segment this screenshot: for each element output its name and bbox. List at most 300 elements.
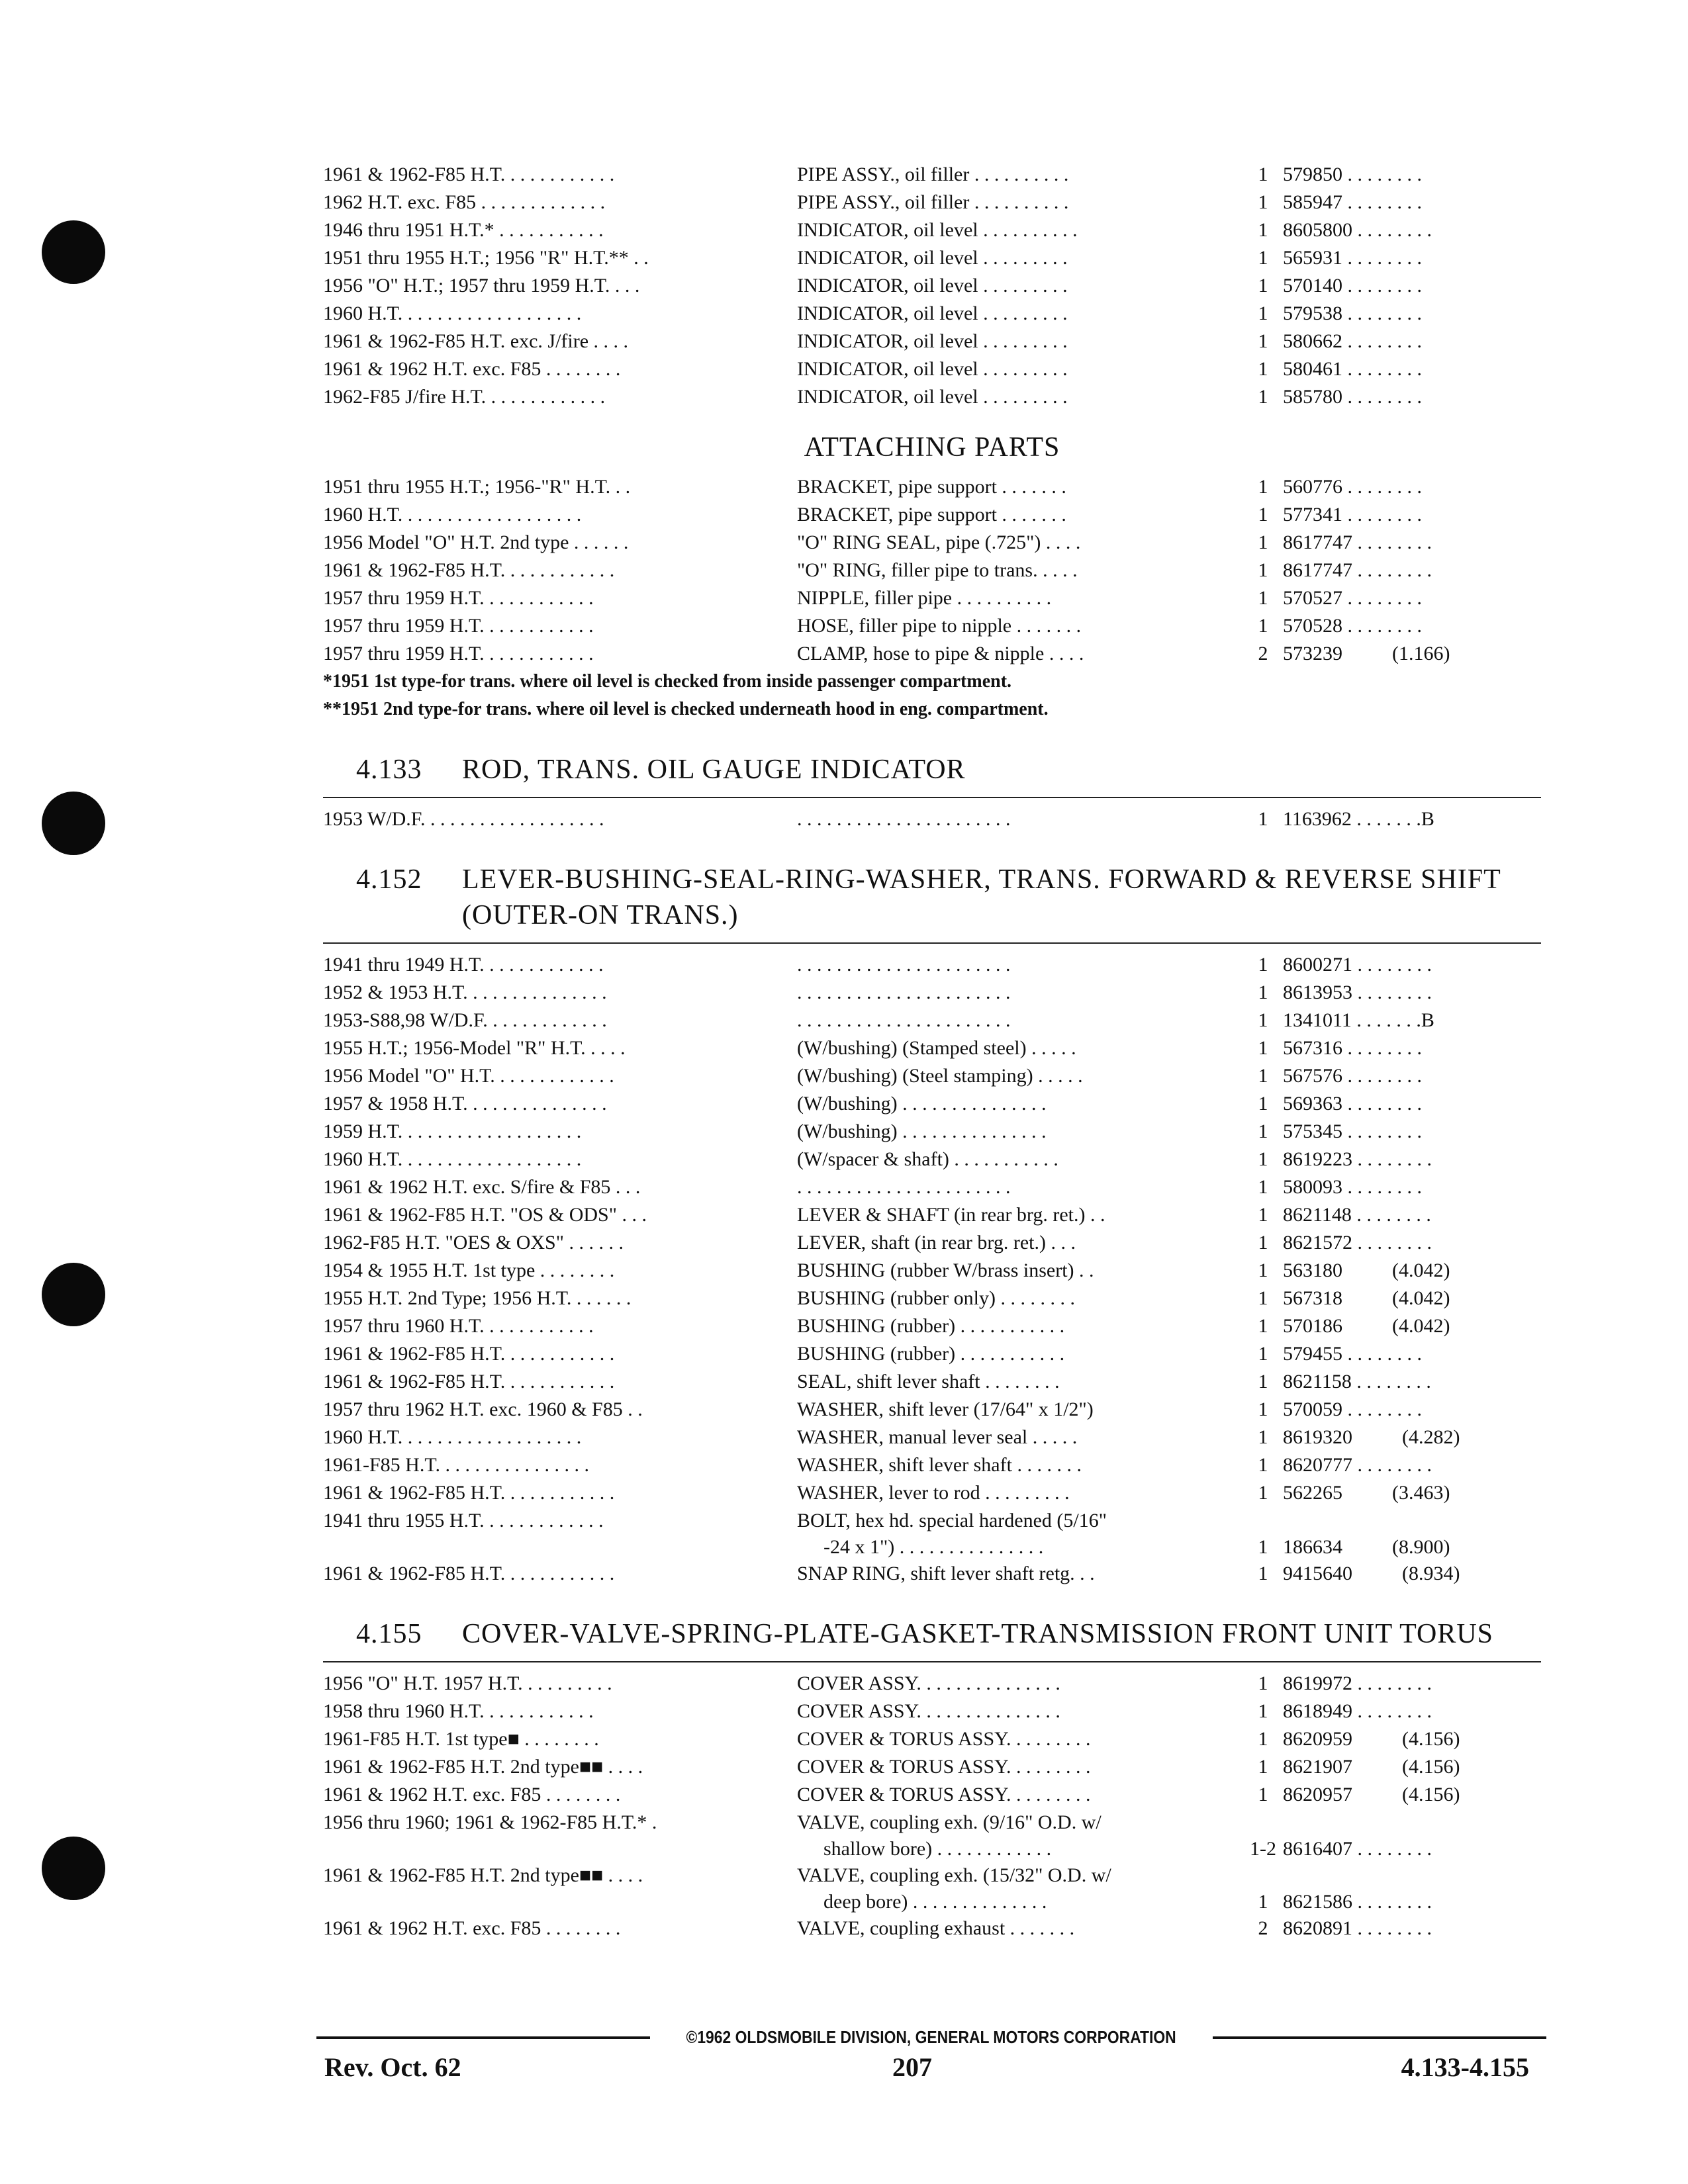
- part-number-cell: 8620957 (4.156): [1283, 1784, 1460, 1805]
- oil-filler-indicator-rows: [323, 161, 1541, 412]
- part-number-cell: 580662 . . . . . . . .: [1283, 330, 1422, 352]
- table-row: [323, 1508, 1541, 1561]
- description-line: SNAP RING, shift lever shaft retg. . .: [797, 1563, 1095, 1584]
- description-cell: [786, 273, 1243, 299]
- quantity-cell: 1: [1258, 1232, 1268, 1253]
- model-cell: 1958 thru 1960 H.T. . . . . . . . . . . .: [323, 1700, 594, 1722]
- description-line: INDICATOR, oil level . . . . . . . . .: [797, 386, 1068, 408]
- part-number-cell: 1163962 . . . . . . .B: [1283, 808, 1434, 830]
- description-cell: [786, 1782, 1243, 1808]
- section-title: COVER-VALVE-SPRING-PLATE-GASKET-TRANSMISSION FRONT UNIT TORUS: [462, 1619, 1494, 1649]
- model-cell: 1961 & 1962-F85 H.T. exc. J/fire . . . .: [323, 330, 629, 352]
- section-number: 4.155: [356, 1619, 422, 1649]
- part-number-cell: 8617747 . . . . . . . .: [1283, 559, 1432, 581]
- description-line: BRACKET, pipe support . . . . . . .: [797, 504, 1066, 525]
- description-cell: [786, 585, 1243, 612]
- description-cell: [786, 613, 1243, 639]
- description-line: INDICATOR, oil level . . . . . . . . .: [797, 247, 1068, 269]
- description-cell: [786, 1809, 1243, 1862]
- description-cell: [786, 806, 1243, 833]
- part-number-cell: 570527 . . . . . . . .: [1283, 587, 1422, 609]
- model-cell: 1961 & 1962-F85 H.T. . . . . . . . . . . .: [323, 1482, 615, 1504]
- quantity-cell: 1: [1258, 191, 1268, 213]
- model-cell: 1957 & 1958 H.T. . . . . . . . . . . . . . .: [323, 1093, 607, 1115]
- section-4-133-heading: [356, 752, 1541, 788]
- part-number-cell: 567316 . . . . . . . .: [1283, 1037, 1422, 1059]
- page-number: 207: [892, 2052, 932, 2082]
- rule-left: [316, 2036, 650, 2039]
- description-line: BUSHING (rubber) . . . . . . . . . . .: [797, 1315, 1065, 1337]
- section-number: 4.152: [356, 864, 422, 895]
- part-number-cell: 567576 . . . . . . . .: [1283, 1065, 1422, 1087]
- description-cell: [786, 1091, 1243, 1117]
- model-cell: 1957 thru 1959 H.T. . . . . . . . . . . .: [323, 615, 594, 637]
- description-cell: [786, 245, 1243, 271]
- quantity-cell: 1: [1258, 247, 1268, 269]
- description-cell: [786, 1063, 1243, 1089]
- table-row: [323, 1202, 1541, 1230]
- part-number-cell: 9415640 (8.934): [1283, 1563, 1460, 1584]
- description-line: BUSHING (rubber) . . . . . . . . . . .: [797, 1343, 1065, 1365]
- quantity-cell: 2: [1258, 643, 1268, 664]
- part-number-cell: 570059 . . . . . . . .: [1283, 1398, 1422, 1420]
- model-cell: 1952 & 1953 H.T. . . . . . . . . . . . . . .: [323, 981, 607, 1003]
- section-range: 4.133-4.155: [1401, 2052, 1529, 2082]
- table-row: [323, 585, 1541, 613]
- part-number-cell: 8621158 . . . . . . . .: [1283, 1371, 1431, 1392]
- description-cell: [786, 356, 1243, 383]
- description-cell: [786, 1396, 1243, 1423]
- quantity-cell: 1: [1258, 1891, 1268, 1913]
- section-4-133-rows: [323, 806, 1541, 834]
- quantity-cell: 1: [1258, 1120, 1268, 1142]
- quantity-cell: 1: [1258, 1009, 1268, 1031]
- model-cell: 1961 & 1962-F85 H.T. 2nd type■■ . . . .: [323, 1756, 643, 1778]
- model-cell: 1961 & 1962 H.T. exc. F85 . . . . . . . .: [323, 1917, 621, 1939]
- description-line: VALVE, coupling exhaust . . . . . . .: [797, 1917, 1075, 1939]
- model-cell: 1941 thru 1955 H.T. . . . . . . . . . . . .: [323, 1510, 604, 1531]
- quantity-cell: 1: [1258, 1398, 1268, 1420]
- copyright-notice: ©1962 OLDSMOBILE DIVISION, GENERAL MOTORS CORPORATION: [686, 2027, 1177, 2047]
- part-number-cell: 577341 . . . . . . . .: [1283, 504, 1422, 525]
- model-cell: 1955 H.T. 2nd Type; 1956 H.T. . . . . . .: [323, 1287, 632, 1309]
- description-cell: [786, 502, 1243, 528]
- part-number-cell: 8613953 . . . . . . . .: [1283, 981, 1432, 1003]
- description-line: INDICATOR, oil level . . . . . . . . .: [797, 330, 1068, 352]
- part-number-cell: 8621572 . . . . . . . .: [1283, 1232, 1432, 1253]
- model-cell: 1953 W/D.F. . . . . . . . . . . . . . . . . . .: [323, 808, 604, 830]
- section-rule: [323, 942, 1541, 944]
- table-row: [323, 529, 1541, 557]
- model-cell: 1961 & 1962 H.T. exc. F85 . . . . . . . .: [323, 1784, 621, 1805]
- table-row: [323, 979, 1541, 1007]
- description-line: INDICATOR, oil level . . . . . . . . .: [797, 302, 1068, 324]
- quantity-cell: 1: [1258, 1176, 1268, 1198]
- parts-list: [323, 161, 1541, 1943]
- table-row: [323, 1174, 1541, 1202]
- description-cell: [786, 1424, 1243, 1451]
- description-cell: [786, 1452, 1243, 1479]
- quantity-cell: 1: [1258, 981, 1268, 1003]
- part-number-cell: 8620891 . . . . . . . .: [1283, 1917, 1432, 1939]
- model-cell: 1961 & 1962 H.T. exc. S/fire & F85 . . .: [323, 1176, 641, 1198]
- part-number-cell: 8619320 (4.282): [1283, 1426, 1460, 1448]
- description-cell: [786, 1862, 1243, 1915]
- attaching-parts-rows: [323, 474, 1541, 668]
- description-line: PIPE ASSY., oil filler . . . . . . . . . .: [797, 163, 1069, 185]
- section-4-155-rows: [323, 1670, 1541, 1943]
- model-cell: 1957 thru 1960 H.T. . . . . . . . . . . .: [323, 1315, 594, 1337]
- quantity-cell: 1: [1258, 476, 1268, 498]
- table-row: [323, 1396, 1541, 1424]
- quantity-cell: 1: [1258, 358, 1268, 380]
- description-line: COVER & TORUS ASSY. . . . . . . . .: [797, 1728, 1091, 1750]
- description-cell: [786, 1118, 1243, 1145]
- model-cell: 1962 H.T. exc. F85 . . . . . . . . . . . . .: [323, 191, 606, 213]
- description-cell: [786, 1313, 1243, 1340]
- part-number-cell: 8618949 . . . . . . . .: [1283, 1700, 1432, 1722]
- part-number-cell: 8616407 . . . . . . . .: [1283, 1838, 1432, 1860]
- quantity-cell: 1: [1258, 587, 1268, 609]
- model-cell: 1961 & 1962-F85 H.T. . . . . . . . . . . .: [323, 1563, 615, 1584]
- description-cell: [786, 1480, 1243, 1506]
- table-row: [323, 273, 1541, 300]
- table-row: [323, 1782, 1541, 1809]
- model-cell: 1962-F85 H.T. "OES & OXS" . . . . . .: [323, 1232, 624, 1253]
- description-line: . . . . . . . . . . . . . . . . . . . . . .: [797, 981, 1011, 1003]
- part-number-cell: 569363 . . . . . . . .: [1283, 1093, 1422, 1115]
- model-cell: 1961 & 1962 H.T. exc. F85 . . . . . . . .: [323, 358, 621, 380]
- description-cell: [786, 1146, 1243, 1173]
- table-row: [323, 1726, 1541, 1754]
- description-line: "O" RING SEAL, pipe (.725") . . . .: [797, 531, 1081, 553]
- quantity-cell: 1: [1258, 559, 1268, 581]
- table-row: [323, 217, 1541, 245]
- table-row: [323, 1862, 1541, 1915]
- table-row: [323, 1670, 1541, 1698]
- section-4-155-heading: [356, 1616, 1541, 1652]
- section-title: ROD, TRANS. OIL GAUGE INDICATOR: [462, 754, 966, 785]
- model-cell: 1953-S88,98 W/D.F. . . . . . . . . . . . .: [323, 1009, 607, 1031]
- part-number-cell: 565931 . . . . . . . .: [1283, 247, 1422, 269]
- part-number-cell: 563180 (4.042): [1283, 1259, 1450, 1281]
- quantity-cell: 1: [1258, 1784, 1268, 1805]
- table-row: [323, 328, 1541, 356]
- table-row: [323, 1285, 1541, 1313]
- part-number-cell: 562265 (3.463): [1283, 1482, 1450, 1504]
- model-cell: 1959 H.T. . . . . . . . . . . . . . . . . . .: [323, 1120, 582, 1142]
- part-number-cell: 575345 . . . . . . . .: [1283, 1120, 1422, 1142]
- description-line: HOSE, filler pipe to nipple . . . . . . .: [797, 615, 1082, 637]
- part-number-cell: 580461 . . . . . . . .: [1283, 358, 1422, 380]
- part-number-cell: 8621148 . . . . . . . .: [1283, 1204, 1431, 1226]
- table-row: [323, 1313, 1541, 1341]
- table-row: [323, 1230, 1541, 1257]
- description-line: PIPE ASSY., oil filler . . . . . . . . . .: [797, 191, 1069, 213]
- quantity-cell: 1: [1258, 1148, 1268, 1170]
- model-cell: 1961 & 1962-F85 H.T. 2nd type■■ . . . .: [323, 1864, 643, 1886]
- section-title: LEVER-BUSHING-SEAL-RING-WASHER, TRANS. FORWARD & REVERSE SHIFT (OUTER-ON TRANS.): [462, 864, 1501, 931]
- description-cell: [786, 529, 1243, 556]
- part-number-cell: 567318 (4.042): [1283, 1287, 1450, 1309]
- description-line: LEVER & SHAFT (in rear brg. ret.) . .: [797, 1204, 1105, 1226]
- quantity-cell: 1: [1258, 954, 1268, 976]
- description-line: CLAMP, hose to pipe & nipple . . . .: [797, 643, 1084, 664]
- section-4-152-heading: [356, 862, 1541, 933]
- description-cell: [786, 1561, 1243, 1587]
- description-cell: [786, 1341, 1243, 1367]
- description-cell: [786, 1257, 1243, 1284]
- description-cell: [786, 1230, 1243, 1256]
- description-continuation: shallow bore) . . . . . . . . . . . .: [823, 1838, 1052, 1860]
- part-number-cell: 8621586 . . . . . . . .: [1283, 1891, 1432, 1913]
- quantity-cell: 1: [1258, 1482, 1268, 1504]
- quantity-cell: 1: [1258, 1728, 1268, 1750]
- quantity-cell: 1: [1258, 1700, 1268, 1722]
- section-rule: [323, 1661, 1541, 1662]
- part-number-cell: 585947 . . . . . . . .: [1283, 191, 1422, 213]
- table-row: [323, 1915, 1541, 1943]
- description-line: (W/bushing) . . . . . . . . . . . . . . .: [797, 1120, 1047, 1142]
- part-number-cell: 570186 (4.042): [1283, 1315, 1450, 1337]
- description-line: COVER & TORUS ASSY. . . . . . . . .: [797, 1756, 1091, 1778]
- description-line: NIPPLE, filler pipe . . . . . . . . . .: [797, 587, 1052, 609]
- part-number-cell: 580093 . . . . . . . .: [1283, 1176, 1422, 1198]
- model-cell: 1955 H.T.; 1956-Model "R" H.T. . . . .: [323, 1037, 626, 1059]
- description-cell: [786, 474, 1243, 500]
- part-number-cell: 579455 . . . . . . . .: [1283, 1343, 1422, 1365]
- description-cell: [786, 1726, 1243, 1752]
- quantity-cell: 1: [1258, 1756, 1268, 1778]
- description-line: (W/bushing) (Steel stamping) . . . . .: [797, 1065, 1083, 1087]
- quantity-cell: 1: [1258, 1204, 1268, 1226]
- quantity-cell: 1: [1258, 386, 1268, 408]
- part-number-cell: 8600271 . . . . . . . .: [1283, 954, 1432, 976]
- table-row: [323, 474, 1541, 502]
- quantity-cell: 1: [1258, 1287, 1268, 1309]
- part-number-cell: 8620959 (4.156): [1283, 1728, 1460, 1750]
- model-cell: 1957 thru 1959 H.T. . . . . . . . . . . .: [323, 643, 594, 664]
- description-line: COVER ASSY. . . . . . . . . . . . . . .: [797, 1700, 1060, 1722]
- model-cell: 1960 H.T. . . . . . . . . . . . . . . . . . .: [323, 1426, 582, 1448]
- description-continuation: deep bore) . . . . . . . . . . . . . .: [823, 1891, 1047, 1913]
- description-cell: [786, 1754, 1243, 1780]
- binder-hole: [42, 792, 105, 855]
- part-number-cell: 8621907 (4.156): [1283, 1756, 1460, 1778]
- description-cell: [786, 300, 1243, 327]
- table-row: [323, 613, 1541, 641]
- model-cell: 1951 thru 1955 H.T.; 1956-"R" H.T. . .: [323, 476, 631, 498]
- description-cell: [786, 979, 1243, 1006]
- table-row: [323, 1369, 1541, 1396]
- table-row: [323, 1257, 1541, 1285]
- description-line: LEVER, shaft (in rear brg. ret.) . . .: [797, 1232, 1076, 1253]
- table-row: [323, 189, 1541, 217]
- description-cell: [786, 952, 1243, 978]
- table-row: [323, 1809, 1541, 1862]
- description-line: COVER ASSY. . . . . . . . . . . . . . .: [797, 1672, 1060, 1694]
- table-row: [323, 1480, 1541, 1508]
- quantity-cell: 1: [1258, 531, 1268, 553]
- table-row: [323, 1035, 1541, 1063]
- footnote-1st-type: *1951 1st type-for trans. where oil level is checked from inside passenger compartment.: [323, 671, 1012, 692]
- quantity-cell: 1: [1258, 1065, 1268, 1087]
- part-number-cell: 570528 . . . . . . . .: [1283, 615, 1422, 637]
- description-line: "O" RING, filler pipe to trans. . . . .: [797, 559, 1078, 581]
- quantity-cell: 1: [1258, 219, 1268, 241]
- section-rule: [323, 797, 1541, 798]
- quantity-cell: 1: [1258, 1093, 1268, 1115]
- part-number-cell: 1341011 . . . . . . .B: [1283, 1009, 1434, 1031]
- footnote-2nd-type: **1951 2nd type-for trans. where oil level is checked underneath hood in eng. compartment.: [323, 699, 1049, 719]
- attaching-parts-heading: ATTACHING PARTS: [804, 432, 1060, 463]
- model-cell: 1961 & 1962-F85 H.T. "OS & ODS" . . .: [323, 1204, 647, 1226]
- description-cell: [786, 384, 1243, 410]
- table-row: [323, 384, 1541, 412]
- binder-hole: [42, 1263, 105, 1326]
- model-cell: 1954 & 1955 H.T. 1st type . . . . . . . .: [323, 1259, 615, 1281]
- model-cell: 1957 thru 1959 H.T. . . . . . . . . . . .: [323, 587, 594, 609]
- binder-hole: [42, 1837, 105, 1900]
- quantity-cell: 1: [1258, 615, 1268, 637]
- part-number-cell: 570140 . . . . . . . .: [1283, 275, 1422, 296]
- description-line: BOLT, hex hd. special hardened (5/16": [797, 1510, 1107, 1531]
- revision-date: Rev. Oct. 62: [324, 2052, 461, 2082]
- quantity-cell: 1: [1258, 302, 1268, 324]
- model-cell: 1961 & 1962-F85 H.T. . . . . . . . . . . .: [323, 1371, 615, 1392]
- description-line: (W/spacer & shaft) . . . . . . . . . . .: [797, 1148, 1058, 1170]
- description-cell: [786, 1670, 1243, 1697]
- description-cell: [786, 161, 1243, 188]
- part-number-cell: 8620777 . . . . . . . .: [1283, 1454, 1432, 1476]
- table-row: [323, 1118, 1541, 1146]
- description-line: . . . . . . . . . . . . . . . . . . . . . .: [797, 808, 1011, 830]
- description-cell: [786, 1698, 1243, 1725]
- section-4-152-rows: [323, 952, 1541, 1588]
- part-number-cell: 560776 . . . . . . . .: [1283, 476, 1422, 498]
- description-line: BUSHING (rubber only) . . . . . . . .: [797, 1287, 1075, 1309]
- table-row: [323, 1424, 1541, 1452]
- description-cell: [786, 1285, 1243, 1312]
- table-row: [323, 952, 1541, 979]
- table-row: [323, 1091, 1541, 1118]
- table-row: [323, 245, 1541, 273]
- part-number-cell: 573239 (1.166): [1283, 643, 1450, 664]
- model-cell: 1956 Model "O" H.T. . . . . . . . . . . . .: [323, 1065, 614, 1087]
- description-cell: [786, 1007, 1243, 1034]
- quantity-cell: 1: [1258, 1454, 1268, 1476]
- description-line: INDICATOR, oil level . . . . . . . . . .: [797, 219, 1078, 241]
- description-cell: [786, 1369, 1243, 1395]
- model-cell: 1956 thru 1960; 1961 & 1962-F85 H.T.* .: [323, 1811, 657, 1833]
- description-line: WASHER, lever to rod . . . . . . . . .: [797, 1482, 1070, 1504]
- table-row: [323, 1698, 1541, 1726]
- table-row: [323, 1063, 1541, 1091]
- description-cell: [786, 328, 1243, 355]
- quantity-cell: 1: [1258, 163, 1268, 185]
- part-number-cell: 186634 (8.900): [1283, 1536, 1450, 1558]
- quantity-cell: 1: [1258, 1536, 1268, 1558]
- section-number: 4.133: [356, 754, 422, 785]
- model-cell: 1946 thru 1951 H.T.* . . . . . . . . . . .: [323, 219, 604, 241]
- description-line: INDICATOR, oil level . . . . . . . . .: [797, 358, 1068, 380]
- description-line: WASHER, manual lever seal . . . . .: [797, 1426, 1078, 1448]
- model-cell: 1961 & 1962-F85 H.T. . . . . . . . . . . .: [323, 559, 615, 581]
- part-number-cell: 8619223 . . . . . . . .: [1283, 1148, 1432, 1170]
- description-line: VALVE, coupling exh. (9/16" O.D. w/: [797, 1811, 1102, 1833]
- copyright-rule: [316, 2027, 1546, 2048]
- model-cell: 1960 H.T. . . . . . . . . . . . . . . . . . .: [323, 302, 582, 324]
- table-row: [323, 1754, 1541, 1782]
- description-line: (W/bushing) (Stamped steel) . . . . .: [797, 1037, 1076, 1059]
- description-line: . . . . . . . . . . . . . . . . . . . . . .: [797, 1009, 1011, 1031]
- model-cell: 1941 thru 1949 H.T. . . . . . . . . . . . .: [323, 954, 604, 976]
- quantity-cell: 1: [1258, 504, 1268, 525]
- table-row: [323, 161, 1541, 189]
- quantity-cell: 1: [1258, 1563, 1268, 1584]
- quantity-cell: 1: [1258, 1426, 1268, 1448]
- description-cell: [786, 641, 1243, 667]
- rule-right: [1213, 2036, 1546, 2039]
- description-line: WASHER, shift lever shaft . . . . . . .: [797, 1454, 1082, 1476]
- table-row: [323, 1452, 1541, 1480]
- description-line: (W/bushing) . . . . . . . . . . . . . . .: [797, 1093, 1047, 1115]
- quantity-cell: 1: [1258, 1315, 1268, 1337]
- part-number-cell: 585780 . . . . . . . .: [1283, 386, 1422, 408]
- model-cell: 1956 Model "O" H.T. 2nd type . . . . . .: [323, 531, 629, 553]
- description-line: VALVE, coupling exh. (15/32" O.D. w/: [797, 1864, 1111, 1886]
- description-line: BRACKET, pipe support . . . . . . .: [797, 476, 1066, 498]
- table-row: [323, 557, 1541, 585]
- model-cell: 1956 "O" H.T. 1957 H.T. . . . . . . . . .: [323, 1672, 612, 1694]
- part-number-cell: 8619972 . . . . . . . .: [1283, 1672, 1432, 1694]
- table-row: [323, 641, 1541, 668]
- part-number-cell: 579538 . . . . . . . .: [1283, 302, 1422, 324]
- table-row: [323, 1561, 1541, 1588]
- binder-hole: [42, 220, 105, 284]
- quantity-cell: 1: [1258, 1672, 1268, 1694]
- model-cell: 1961 & 1962-F85 H.T. . . . . . . . . . . .: [323, 1343, 615, 1365]
- table-row: [323, 300, 1541, 328]
- model-cell: 1951 thru 1955 H.T.; 1956 "R" H.T.** . .: [323, 247, 649, 269]
- model-cell: 1956 "O" H.T.; 1957 thru 1959 H.T. . . .: [323, 275, 640, 296]
- description-line: . . . . . . . . . . . . . . . . . . . . . .: [797, 954, 1011, 976]
- description-cell: [786, 1915, 1243, 1942]
- model-cell: 1961-F85 H.T. 1st type■ . . . . . . . .: [323, 1728, 599, 1750]
- quantity-cell: 1: [1258, 1259, 1268, 1281]
- part-number-cell: 8605800 . . . . . . . .: [1283, 219, 1432, 241]
- description-cell: [786, 189, 1243, 216]
- model-cell: 1961 & 1962-F85 H.T. . . . . . . . . . . .: [323, 163, 615, 185]
- table-row: [323, 502, 1541, 529]
- model-cell: 1957 thru 1962 H.T. exc. 1960 & F85 . .: [323, 1398, 643, 1420]
- description-continuation: -24 x 1") . . . . . . . . . . . . . . .: [823, 1536, 1044, 1558]
- quantity-cell: 1: [1258, 1371, 1268, 1392]
- part-number-cell: 8617747 . . . . . . . .: [1283, 531, 1432, 553]
- description-cell: [786, 1035, 1243, 1062]
- table-row: [323, 1007, 1541, 1035]
- model-cell: 1960 H.T. . . . . . . . . . . . . . . . . . .: [323, 504, 582, 525]
- description-line: INDICATOR, oil level . . . . . . . . .: [797, 275, 1068, 296]
- description-line: . . . . . . . . . . . . . . . . . . . . . .: [797, 1176, 1011, 1198]
- quantity-cell: 1: [1258, 330, 1268, 352]
- quantity-cell: 2: [1258, 1917, 1268, 1939]
- model-cell: 1961-F85 H.T. . . . . . . . . . . . . . . .: [323, 1454, 589, 1476]
- description-line: COVER & TORUS ASSY. . . . . . . . .: [797, 1784, 1091, 1805]
- description-cell: [786, 1174, 1243, 1201]
- quantity-cell: 1-2: [1250, 1838, 1276, 1860]
- description-line: BUSHING (rubber W/brass insert) . .: [797, 1259, 1094, 1281]
